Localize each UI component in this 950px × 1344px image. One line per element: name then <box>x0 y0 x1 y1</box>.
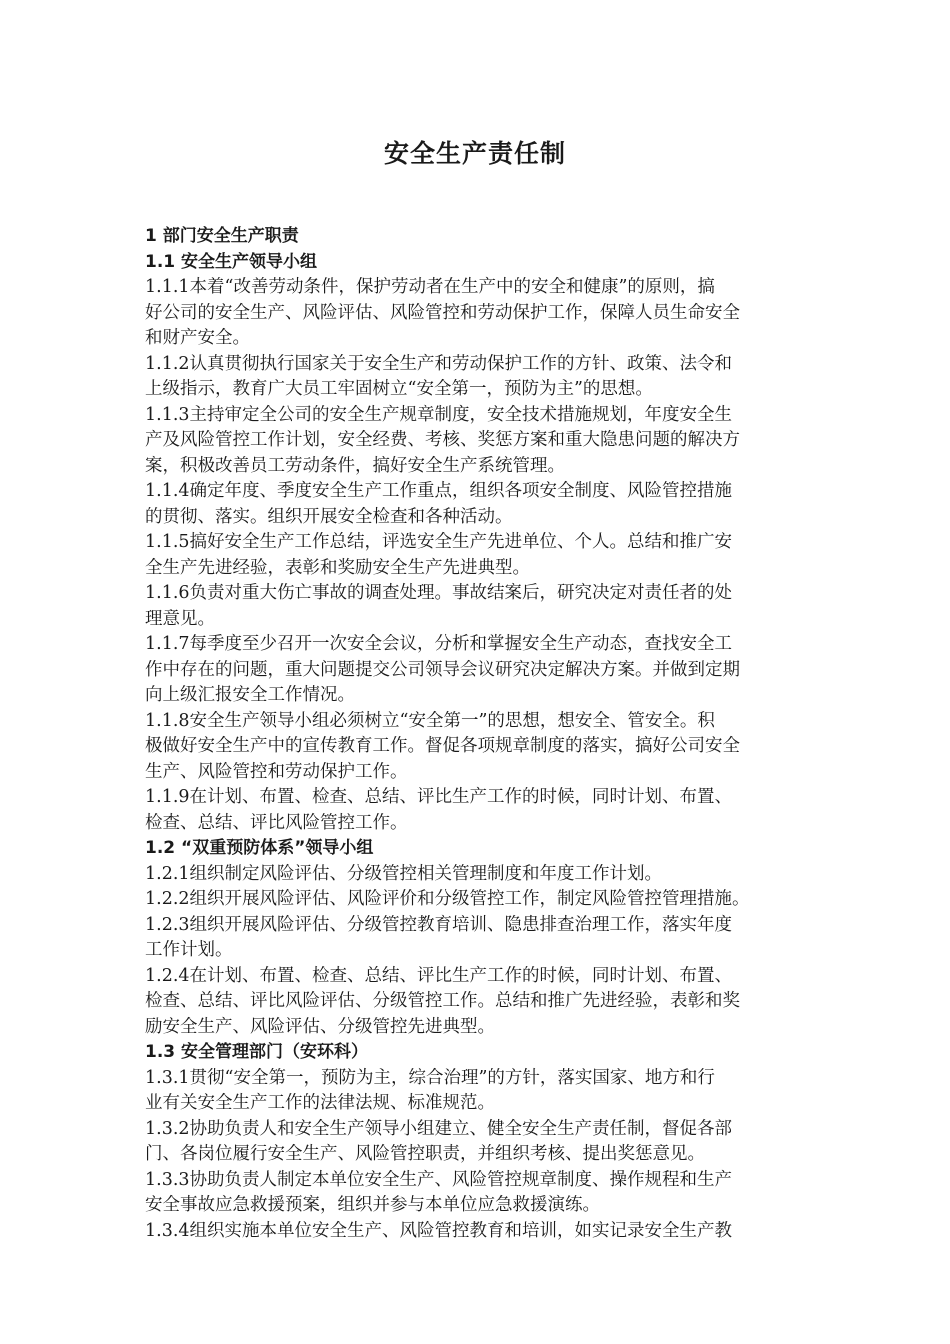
text-line: 门、各岗位履行安全生产、风险管控职责，并组织考核、提出奖惩意见。 <box>145 1144 705 1164</box>
section-heading: 1.1 安全生产领导小组 <box>145 251 318 272</box>
text-line: 1.2.3组织开展风险评估、分级管控教育培训、隐患排查治理工作，落实年度 <box>145 914 733 935</box>
text-line: 1.3.4组织实施本单位安全生产、风险管控教育和培训，如实记录安全生产教 <box>145 1220 733 1241</box>
text-line: 1.3.2协助负责人和安全生产领导小组建立、健全安全生产责任制，督促各部 <box>145 1118 733 1139</box>
text-line: 1.1.7每季度至少召开一次安全会议，分析和掌握安全生产动态，查找安全工 <box>145 634 733 654</box>
text-line: 的贯彻、落实。组织开展安全检查和各种活动。 <box>145 506 513 527</box>
section-heading: 1.2 “双重预防体系”领导小组 <box>145 838 374 858</box>
text-line: 1.1.6负责对重大伤亡事故的调查处理。事故结案后，研究决定对责任者的处 <box>145 583 733 603</box>
document-title: 安全生产责任制 <box>383 139 566 168</box>
document-body <box>145 224 805 1244</box>
text-line: 1.1.1本着“改善劳动条件，保护劳动者在生产中的安全和健康”的原则，搞 <box>145 277 715 297</box>
text-line: 理意见。 <box>145 608 215 629</box>
text-line: 全生产先进经验，表彰和奖励安全生产先进典型。 <box>145 557 530 578</box>
text-line: 1.1.5搞好安全生产工作总结，评选安全生产先进单位、个人。总结和推广安 <box>145 532 733 552</box>
text-line: 1.1.3主持审定全公司的安全生产规章制度，安全技术措施规划，年度安全生 <box>145 404 733 425</box>
section-heading: 1.3 安全管理部门（安环科） <box>145 1042 369 1062</box>
text-line: 1.3.3协助负责人制定本单位安全生产、风险管控规章制度、操作规程和生产 <box>145 1169 733 1190</box>
text-line: 上级指示，教育广大员工牢固树立“安全第一，预防为主”的思想。 <box>145 379 653 399</box>
text-line: 向上级汇报安全工作情况。 <box>145 685 355 705</box>
text-line: 业有关安全生产工作的法律法规、标准规范。 <box>145 1093 495 1113</box>
text-line: 1.2.4在计划、布置、检查、总结、评比生产工作的时候，同时计划、布置、 <box>145 965 733 986</box>
text-line: 检查、总结、评比风险评估、分级管控工作。总结和推广先进经验，表彰和奖 <box>145 991 740 1011</box>
text-line: 1.1.9在计划、布置、检查、总结、评比生产工作的时候，同时计划、布置、 <box>145 787 733 807</box>
text-line: 1.2.2组织开展风险评估、风险评价和分级管控工作，制定风险管控管理措施。 <box>145 889 750 909</box>
text-line: 检查、总结、评比风险管控工作。 <box>145 812 408 833</box>
text-line: 作中存在的问题，重大问题提交公司领导会议研究决定解决方案。并做到定期 <box>145 659 740 680</box>
text-line: 励安全生产、风险评估、分级管控先进典型。 <box>145 1016 495 1037</box>
text-line: 1.1.4确定年度、季度安全生产工作重点，组织各项安全制度、风险管控措施 <box>145 481 733 501</box>
text-line: 和财产安全。 <box>145 328 250 348</box>
text-line: 1.3.1贯彻“安全第一，预防为主，综合治理”的方针，落实国家、地方和行 <box>145 1067 715 1088</box>
text-line: 安全事故应急救援预案，组织并参与本单位应急救援演练。 <box>145 1195 600 1215</box>
text-line: 好公司的安全生产、风险评估、风险管控和劳动保护工作，保障人员生命安全 <box>145 302 740 323</box>
text-line: 生产、风险管控和劳动保护工作。 <box>145 761 408 782</box>
text-line: 1.1.8安全生产领导小组必须树立“安全第一”的思想，想安全、管安全。积 <box>145 710 715 731</box>
text-line: 1.1.2认真贯彻执行国家关于安全生产和劳动保护工作的方针、政策、法令和 <box>145 353 733 374</box>
text-line: 1.2.1组织制定风险评估、分级管控相关管理制度和年度工作计划。 <box>145 863 663 884</box>
text-line: 案，积极改善员工劳动条件，搞好安全生产系统管理。 <box>145 455 565 476</box>
section-heading: 1 部门安全生产职责 <box>145 226 299 246</box>
text-line: 极做好安全生产中的宣传教育工作。督促各项规章制度的落实，搞好公司安全 <box>145 736 740 756</box>
text-line: 产及风险管控工作计划，安全经费、考核、奖惩方案和重大隐患问题的解决方 <box>145 430 740 450</box>
text-line: 工作计划。 <box>145 940 233 960</box>
